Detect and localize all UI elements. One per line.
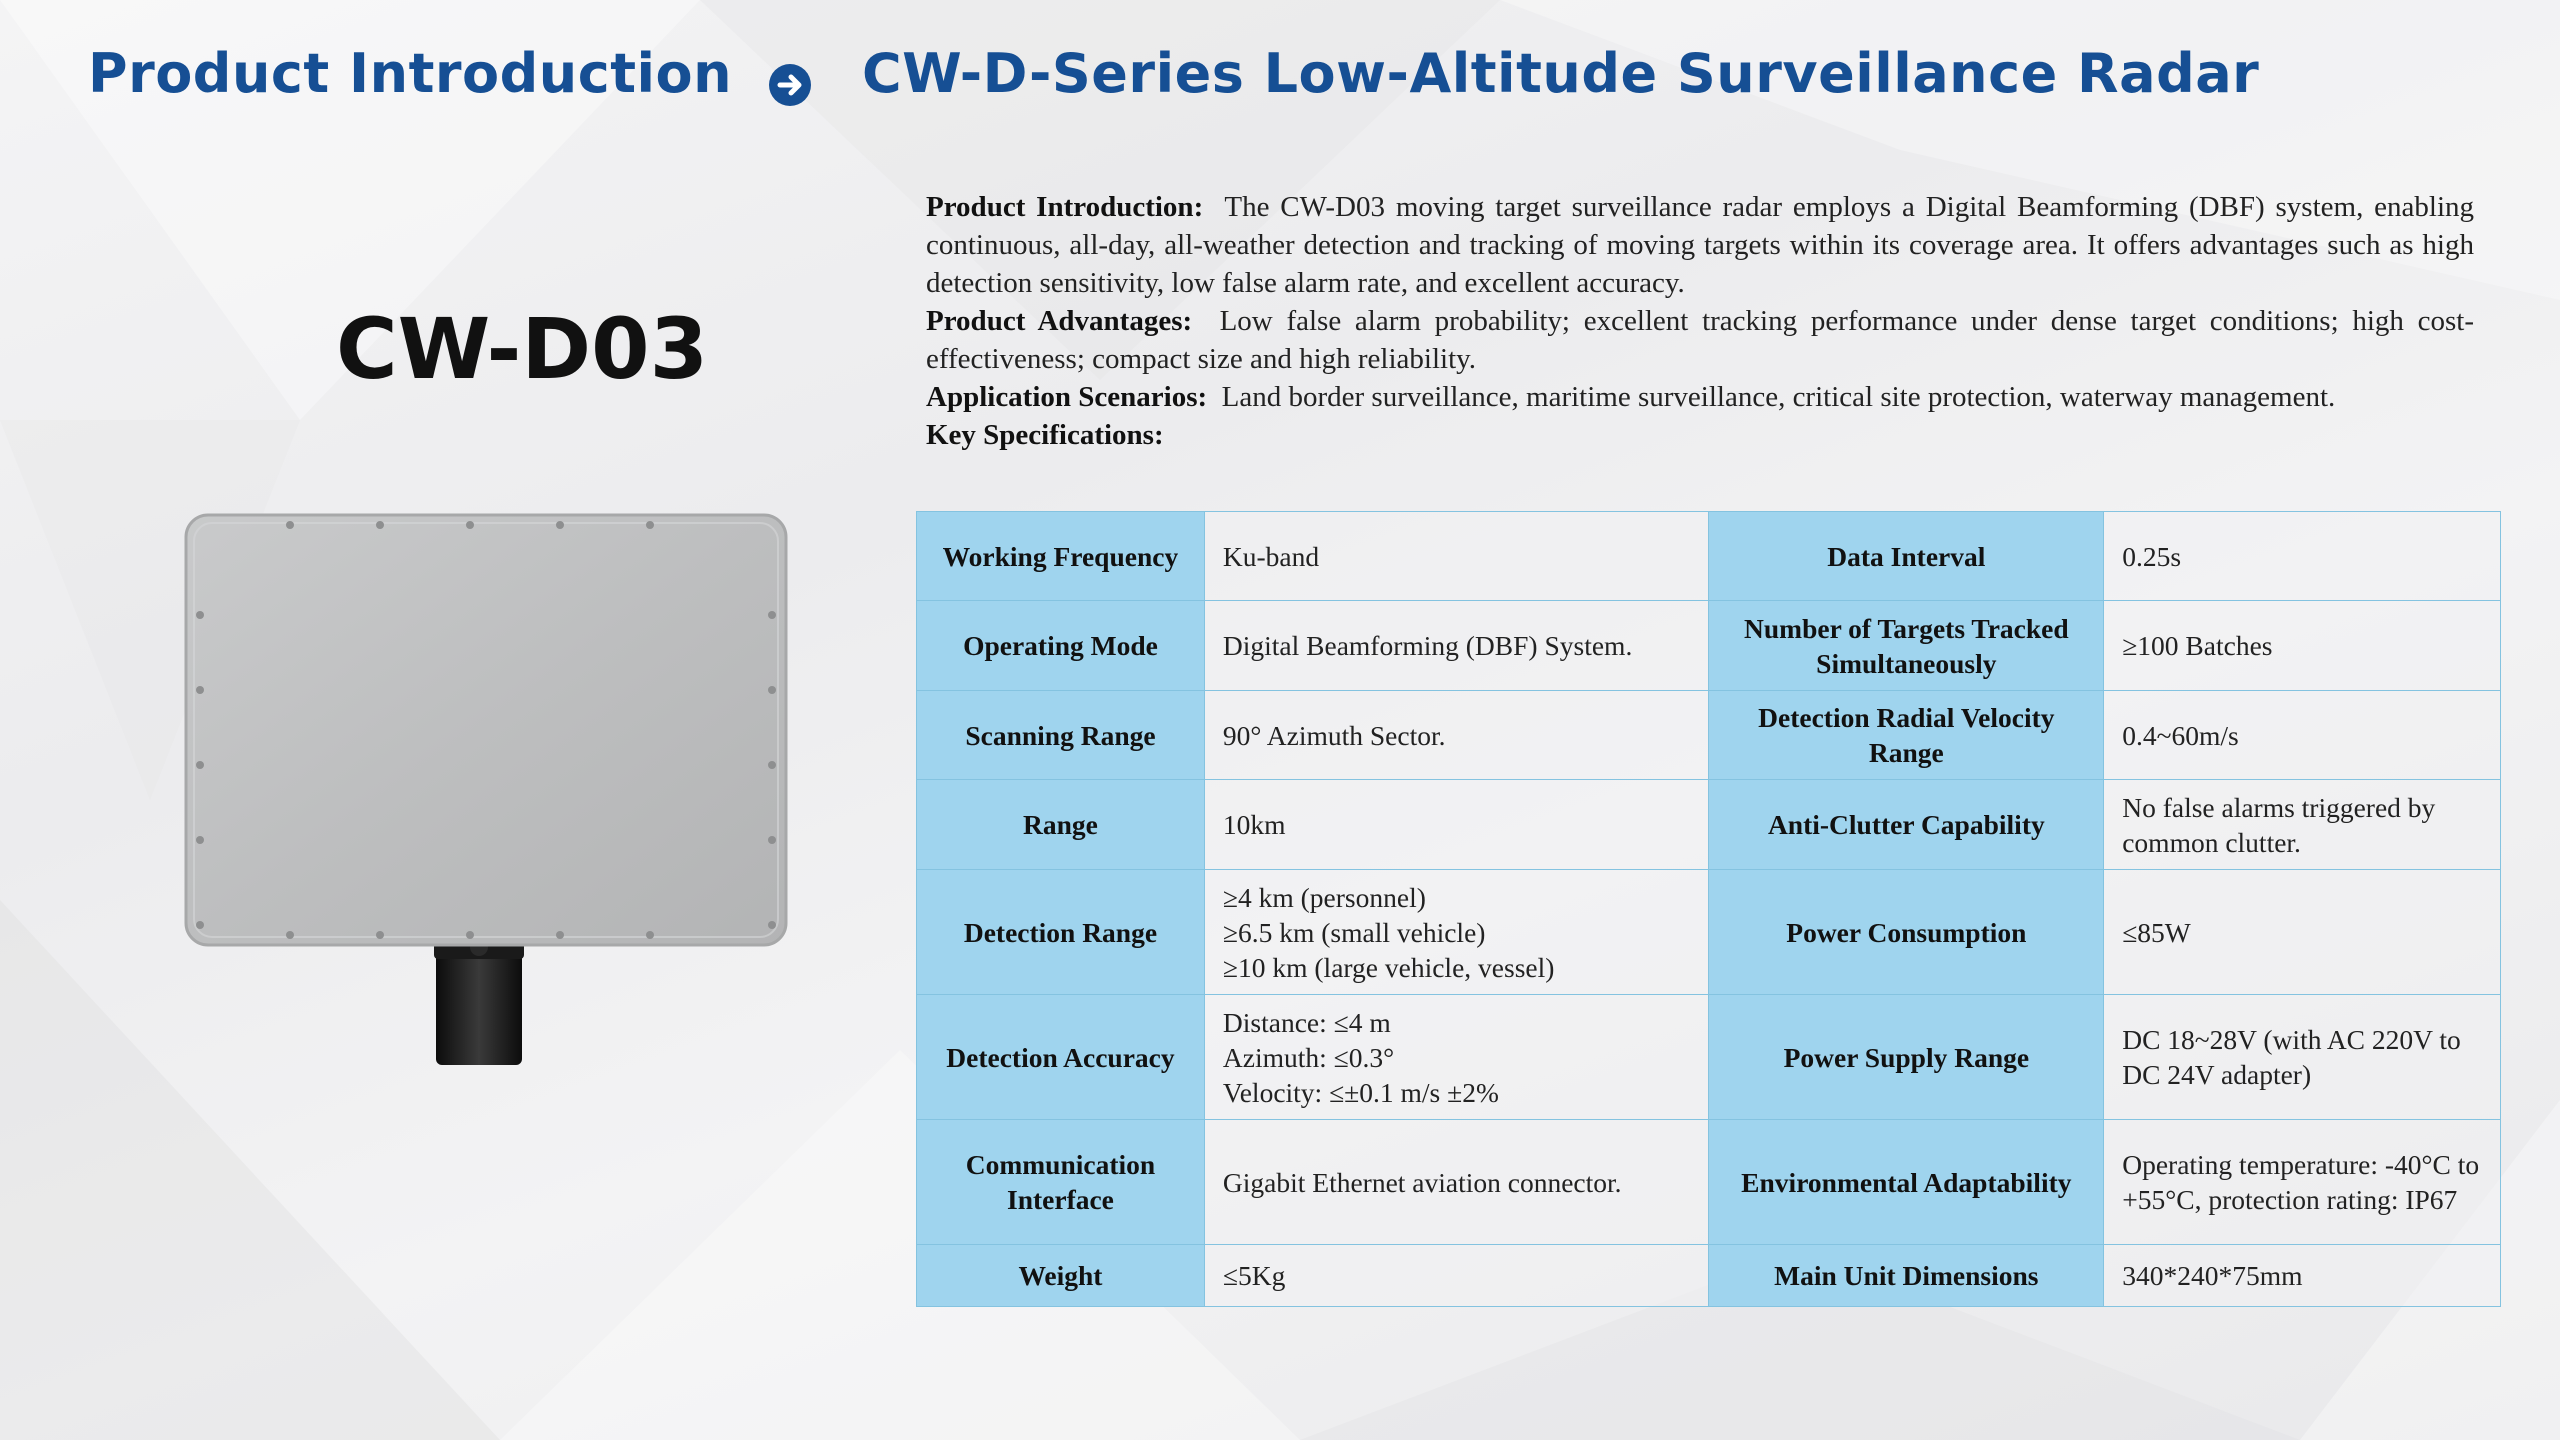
specs-heading-paragraph (926, 416, 2474, 454)
spec-value: 0.4~60m/s (2104, 691, 2501, 780)
table-row (917, 1245, 2501, 1307)
scenarios-text: Land border surveillance, maritime surveillance, critical site protection, waterway management. (1221, 381, 2336, 413)
spec-label: Anti-Clutter Capability (1709, 780, 2104, 870)
specifications-table (916, 511, 2501, 1307)
spec-value: ≥100 Batches (2104, 601, 2501, 691)
intro-text: The CW-D03 moving target surveillance radar employs a Digital Beamforming (DBF) system, enabling continuous, all-day, all-weather detection and tracking of moving targets within its coverage area. It offers advantages such as high detection sensitivity, low false alarm rate, and excellent accuracy. (926, 191, 2475, 299)
spec-value-line: ≥6.5 km (small vehicle) (1222, 916, 1486, 948)
spec-value: 90° Azimuth Sector. (1204, 691, 1709, 780)
table-row (917, 870, 2501, 995)
spec-value-line: ≥4 km (personnel) (1222, 881, 1426, 913)
spec-value: ≤5Kg (1204, 1245, 1709, 1307)
spec-value: 340*240*75mm (2104, 1245, 2501, 1307)
spec-label: Data Interval (1709, 512, 2104, 601)
spec-label: Number of Targets Tracked Simultaneously (1709, 601, 2104, 691)
scenarios-label: Application Scenarios: (926, 381, 1208, 413)
intro-label: Product Introduction: (926, 191, 1204, 223)
spec-label: Operating Mode (917, 601, 1205, 691)
spec-value-line: ≥10 km (large vehicle, vessel) (1222, 951, 1555, 983)
spec-value: ≤85W (2104, 870, 2501, 995)
table-row (917, 780, 2501, 870)
specs-heading: Key Specifications: (926, 419, 1164, 451)
spec-value: Ku-band (1204, 512, 1709, 601)
table-row (917, 1120, 2501, 1245)
spec-label: Range (917, 780, 1205, 870)
spec-label: Working Frequency (917, 512, 1205, 601)
spec-value: No false alarms triggered by common clutter. (2104, 780, 2501, 870)
spec-label: Weight (917, 1245, 1205, 1307)
product-description (926, 188, 2474, 454)
intro-paragraph (926, 188, 2474, 302)
spec-value: 0.25s (2104, 512, 2501, 601)
spec-value: 10km (1204, 780, 1709, 870)
spec-label: Detection Radial Velocity Range (1709, 691, 2104, 780)
spec-label: Detection Range (917, 870, 1205, 995)
table-row (917, 601, 2501, 691)
circle-arrow-right-icon (768, 63, 812, 107)
advantages-text: Low false alarm probability; excellent tracking performance under dense target conditions; high cost-effectiveness; compact size and high reliability. (926, 305, 2475, 375)
table-row (917, 995, 2501, 1120)
spec-value: Operating temperature: -40°C to +55°C, protection rating: IP67 (2104, 1120, 2501, 1245)
spec-value-line: Velocity: ≤±0.1 m/s ±2% (1222, 1076, 1499, 1108)
scenarios-paragraph (926, 378, 2474, 416)
spec-value-multiline (1204, 870, 1709, 995)
spec-value: Gigabit Ethernet aviation connector. (1204, 1120, 1709, 1245)
spec-label: Communication Interface (917, 1120, 1205, 1245)
advantages-paragraph (926, 302, 2474, 378)
table-row (917, 691, 2501, 780)
page-title: CW-D-Series Low-Altitude Surveillance Radar (862, 42, 2260, 105)
model-name: CW-D03 (336, 300, 709, 398)
spec-value-line: Azimuth: ≤0.3° (1222, 1041, 1395, 1073)
spec-label: Power Supply Range (1709, 995, 2104, 1120)
spec-label: Scanning Range (917, 691, 1205, 780)
spec-label: Main Unit Dimensions (1709, 1245, 2104, 1307)
spec-value-multiline (1204, 995, 1709, 1120)
spec-value: Digital Beamforming (DBF) System. (1204, 601, 1709, 691)
spec-label: Environmental Adaptability (1709, 1120, 2104, 1245)
section-title: Product Introduction (88, 42, 733, 105)
advantages-label: Product Advantages: (926, 305, 1193, 337)
spec-label: Power Consumption (1709, 870, 2104, 995)
table-row (917, 512, 2501, 601)
spec-value-line: Distance: ≤4 m (1222, 1006, 1391, 1038)
spec-label: Detection Accuracy (917, 995, 1205, 1120)
radar-device-image (180, 505, 800, 1065)
spec-value: DC 18~28V (with AC 220V to DC 24V adapter) (2104, 995, 2501, 1120)
